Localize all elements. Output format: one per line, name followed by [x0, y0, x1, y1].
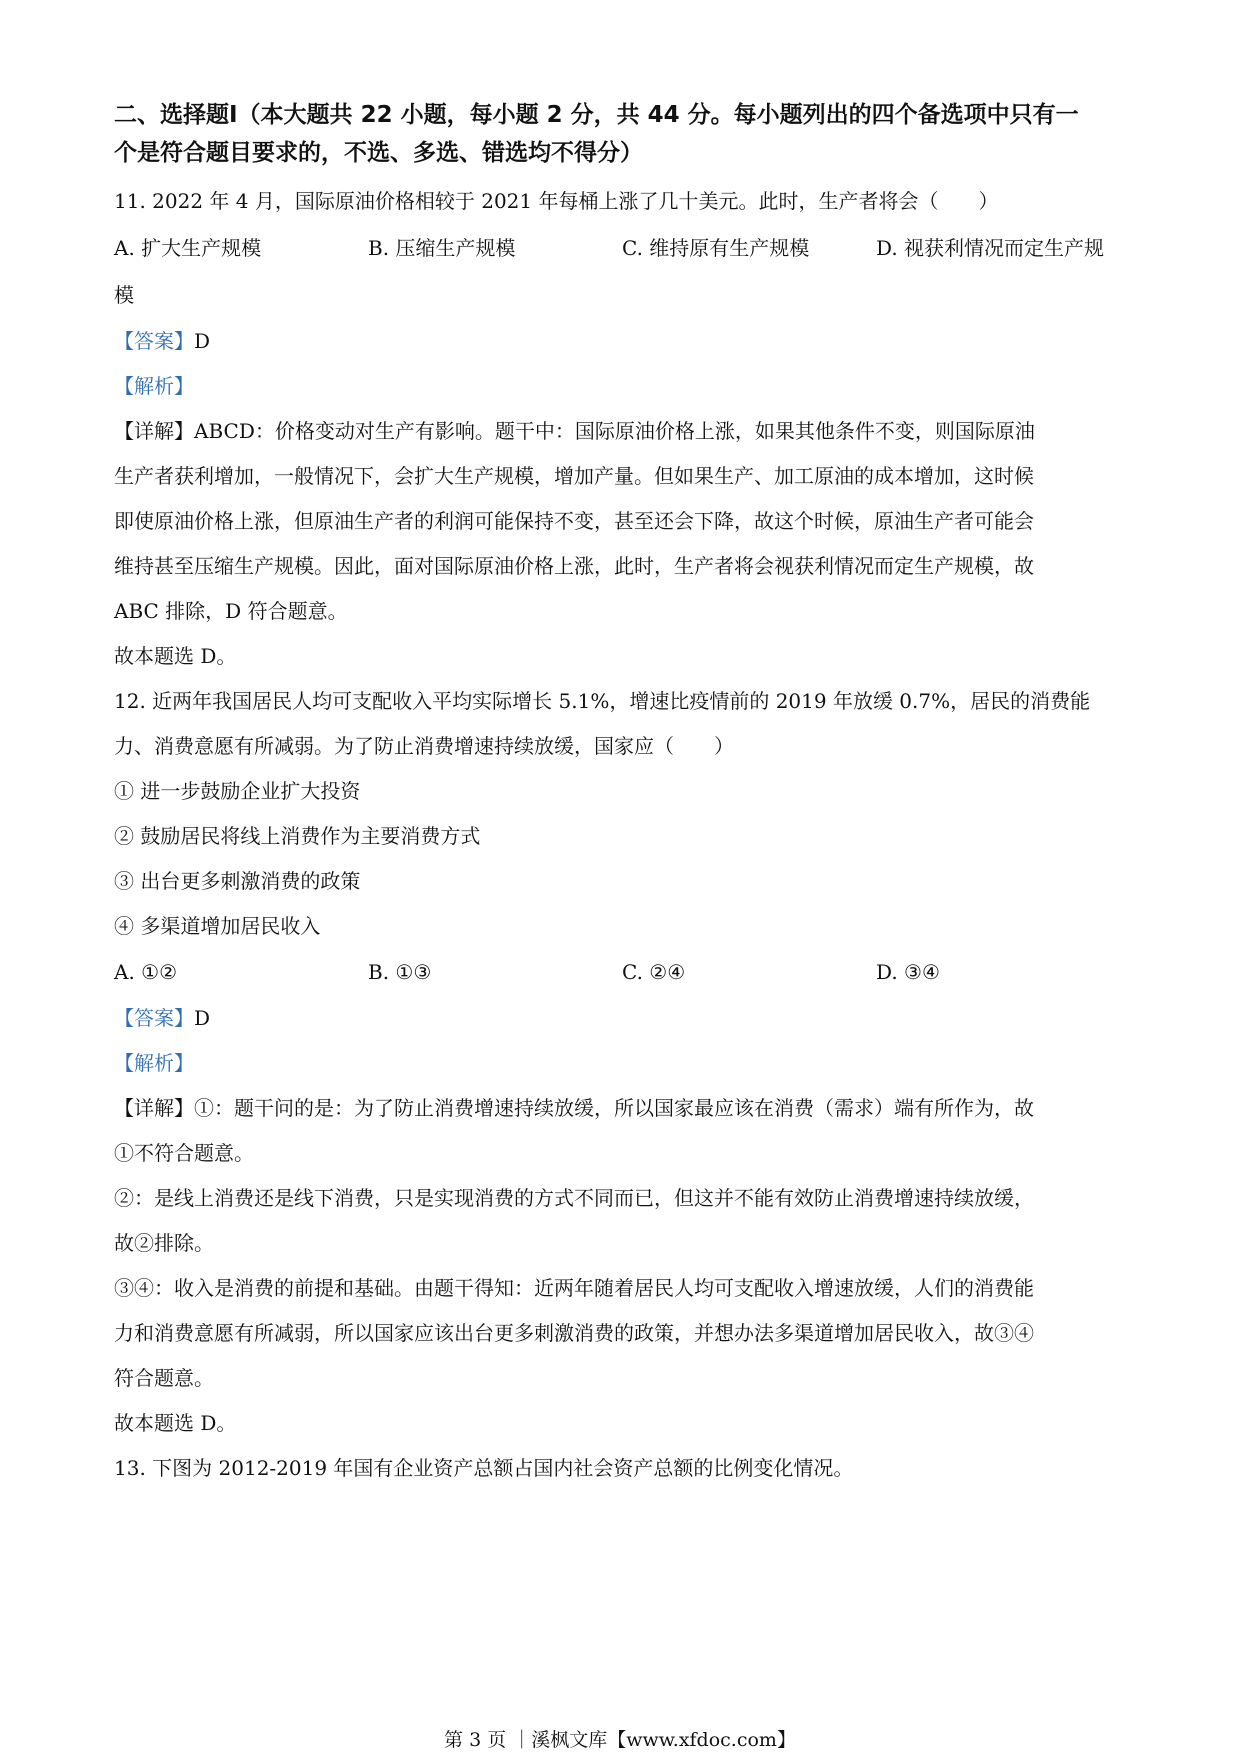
q12-option-d: D. ③④: [876, 960, 940, 984]
q11-stem: 11. 2022 年 4 月，国际原油价格相较于 2021 年每桶上涨了几十美元。此时，生产者将会（ ）: [114, 189, 999, 213]
q12-answer: [114, 996, 1130, 1041]
page-footer: 第 3 页 ｜溪枫文库【www.xfdoc.com】: [444, 1729, 796, 1751]
answer-value: D: [194, 1006, 211, 1030]
q12-stem-line: 力、消费意愿有所减弱。为了防止消费增速持续放缓，国家应（ ）: [114, 734, 734, 758]
q11-detail-line: 即使原油价格上涨，但原油生产者的利润可能保持不变，甚至还会下降，故这个时候，原油生产者可能会: [114, 509, 1034, 533]
q11-analysis: [114, 364, 1130, 409]
q11-option-c: C. 维持原有生产规模: [622, 236, 810, 260]
q11-option-d: D. 视获利情况而定生产规: [876, 236, 1105, 260]
q12-option-a: A. ①②: [114, 960, 178, 984]
answer-tag: 【答案】: [114, 329, 194, 353]
section-title-line2: 个是符合题目要求的，不选、多选、错选均不得分）: [114, 140, 643, 166]
q12-detail-line: 符合题意。: [114, 1366, 214, 1390]
detail-tag: 【详解】: [114, 1096, 194, 1120]
analysis-tag: 【解析】: [114, 1051, 194, 1075]
section-title: [114, 96, 1130, 172]
q11-answer: [114, 319, 1130, 364]
q12-detail-line: 【详解】①：题干问的是：为了防止消费增速持续放缓，所以国家最应该在消费（需求）端有所作为，故: [114, 1096, 1034, 1120]
q12-item: ② 鼓励居民将线上消费作为主要消费方式: [114, 824, 481, 848]
question-12: [114, 679, 1130, 1446]
q12-item: ① 进一步鼓励企业扩大投资: [114, 779, 361, 803]
q11-option-b: B. 压缩生产规模: [368, 236, 516, 260]
q12-conclusion: 故本题选 D。: [114, 1411, 237, 1435]
q11-conclusion: 故本题选 D。: [114, 644, 237, 668]
q12-item: ④ 多渠道增加居民收入: [114, 914, 321, 938]
q12-option-c: C. ②④: [622, 960, 686, 984]
analysis-tag: 【解析】: [114, 374, 194, 398]
q12-detail-line: ①不符合题意。: [114, 1141, 254, 1165]
answer-tag: 【答案】: [114, 1006, 194, 1030]
section-title-line1: 二、选择题Ⅰ（本大题共 22 小题，每小题 2 分，共 44 分。每小题列出的四个备选项中只有一: [114, 102, 1079, 128]
question-11: [114, 178, 1130, 679]
question-13: [114, 1446, 1130, 1491]
q12-detail-line: ②：是线上消费还是线下消费，只是实现消费的方式不同而已，但这并不能有效防止消费增速持续放缓，: [114, 1186, 1034, 1210]
q12-option-b: B. ①③: [368, 960, 432, 984]
q11-detail-line: ABC 排除，D 符合题意。: [114, 599, 348, 623]
q11-option-a: A. 扩大生产规模: [114, 236, 262, 260]
page-content: [114, 96, 1130, 1491]
q12-analysis: [114, 1041, 1130, 1086]
q12-detail-line: 故②排除。: [114, 1231, 214, 1255]
q11-detail-line: 生产者获利增加，一般情况下，会扩大生产规模，增加产量。但如果生产、加工原油的成本增加，这时候: [114, 464, 1034, 488]
q12-stem-line: 12. 近两年我国居民人均可支配收入平均实际增长 5.1%，增速比疫情前的 2019 年放缓 0.7%，居民的消费能: [114, 689, 1091, 713]
q12-detail-line: 力和消费意愿有所减弱，所以国家应该出台更多刺激消费的政策，并想办法多渠道增加居民收入，故③④: [114, 1321, 1034, 1345]
q12-item: ③ 出台更多刺激消费的政策: [114, 869, 361, 893]
q11-detail-line: 【详解】ABCD：价格变动对生产有影响。题干中：国际原油价格上涨，如果其他条件不变，则国际原油: [114, 419, 1035, 443]
q11-option-wrap: 模: [114, 283, 134, 307]
detail-tag: 【详解】: [114, 419, 194, 443]
q11-detail-line: 维持甚至压缩生产规模。因此，面对国际原油价格上涨，此时，生产者将会视获利情况而定生产规模，故: [114, 554, 1034, 578]
q13-stem: 13. 下图为 2012-2019 年国有企业资产总额占国内社会资产总额的比例变化情况。: [114, 1456, 854, 1480]
q12-options: [114, 949, 1130, 996]
q12-detail-line: ③④：收入是消费的前提和基础。由题干得知：近两年随着居民人均可支配收入增速放缓，人们的消费能: [114, 1276, 1034, 1300]
answer-value: D: [194, 329, 211, 353]
q11-options: [114, 225, 1130, 272]
